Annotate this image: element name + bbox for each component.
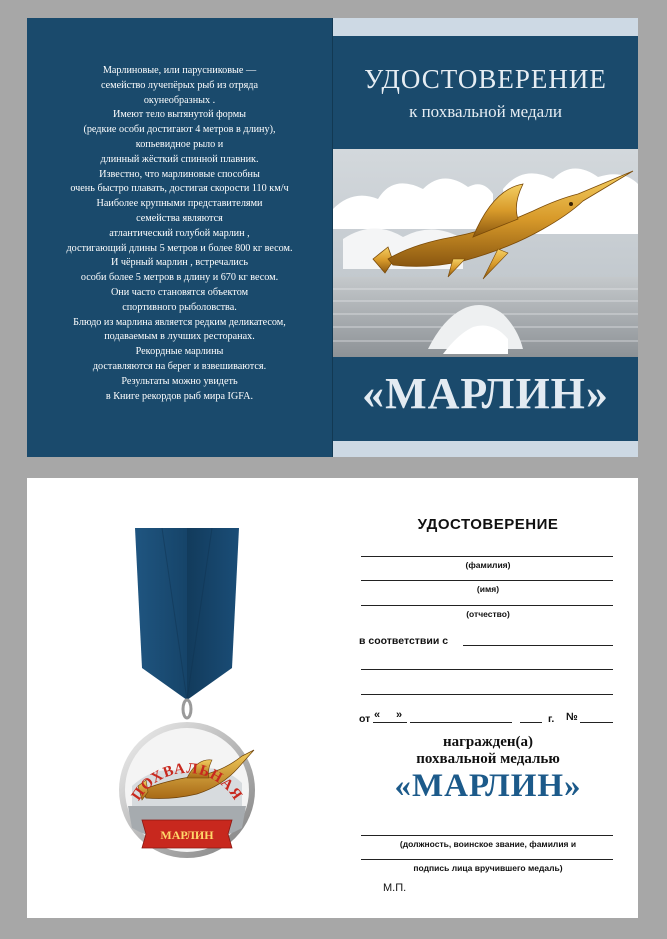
certificate-form — [27, 478, 638, 918]
day-line — [373, 722, 407, 723]
marlin-description — [27, 64, 332, 404]
cover-back-panel — [27, 18, 332, 457]
description-line: доставляются на берег и взвешиваются. — [92, 360, 267, 372]
basis-line-2 — [361, 694, 613, 695]
description-line: в Книге рекордов рыб мира IGFA. — [105, 390, 254, 402]
description-line: окунеобразных . — [143, 94, 216, 106]
patronymic-caption: (отчество) — [466, 609, 510, 619]
position-line — [361, 835, 613, 836]
description-line: Имеют тело вытянутой формы — [112, 109, 247, 121]
description-line: достигающий длины 5 метров и более 800 кг весом. — [66, 242, 293, 254]
certificate-cover — [27, 18, 638, 457]
position-caption: (должность, воинское звание, фамилия и — [399, 839, 577, 849]
year-label: г. — [548, 713, 555, 725]
accordance-line — [463, 645, 613, 646]
number-line — [580, 722, 613, 723]
cover-subtitle: к похвальной медали — [409, 102, 562, 121]
certificate-inner-spread — [27, 478, 638, 918]
description-line: Результаты можно увидеть — [121, 375, 238, 387]
description-line: Марлиновые, или парусниковые — — [102, 65, 257, 76]
stamp-placeholder: М.П. — [383, 882, 407, 894]
description-line: (редкие особи достигают 4 метров в длину), — [83, 124, 276, 136]
description-line: спортивного рыболовства. — [122, 301, 237, 313]
basis-line-1 — [361, 669, 613, 670]
signature-line — [361, 859, 613, 860]
description-line: очень быстро плавать, достигая скорости 110 км/ч — [70, 183, 289, 195]
marlin-illustration — [333, 149, 638, 357]
description-line: семейства являются — [136, 212, 223, 224]
signature-caption: подпись лица вручившего медаль) — [413, 863, 563, 873]
month-line — [410, 722, 512, 723]
cover-medal-name: «МАРЛИН» — [362, 369, 609, 418]
from-label: от — [359, 713, 371, 725]
description-line: атлантический голубой марлин , — [109, 227, 250, 239]
number-label: № — [566, 711, 578, 723]
quote-open: « — [374, 709, 381, 721]
name-line — [361, 580, 613, 581]
cover-title: УДОСТОВЕРЕНИЕ — [364, 64, 607, 94]
description-line: копьевидное рыло и — [135, 138, 224, 150]
year-line — [520, 722, 542, 723]
name-caption: (имя) — [476, 584, 500, 594]
description-line: длинный жёсткий спинной плавник. — [100, 153, 259, 165]
description-line: Блюдо из марлина является редким деликатесом, — [73, 316, 286, 328]
accordance-label: в соответствии с — [359, 635, 449, 647]
cover-front-panel — [333, 18, 638, 457]
description-line: И чёрный марлин , встречались — [110, 257, 249, 269]
surname-line — [361, 556, 613, 557]
medal-arc-text: ПОХВАЛЬНАЯ — [128, 760, 246, 804]
awarded-line-2: похвальной медалью — [416, 751, 560, 767]
form-medal-name: «МАРЛИН» — [394, 768, 582, 804]
bottom-stripe — [333, 441, 638, 457]
description-line: подаваемым в лучших ресторанах. — [104, 331, 255, 343]
quote-close: » — [396, 709, 403, 721]
top-stripe — [333, 18, 638, 36]
description-line: Рекордные марлины — [135, 346, 224, 358]
description-line: Они часто становятся объектом — [110, 286, 249, 298]
form-title: УДОСТОВЕРЕНИЕ — [417, 516, 559, 533]
description-line: особи более 5 метров в длину и 670 кг весом. — [80, 272, 279, 284]
patronymic-line — [361, 605, 613, 606]
description-line: Наиболее крупными представителями — [96, 198, 263, 210]
description-line: Известно, что марлиновые способны — [99, 168, 260, 180]
medal-banner-text: МАРЛИН — [160, 828, 214, 842]
surname-caption: (фамилия) — [465, 560, 511, 570]
description-line: семейство лучепёрых рыб из отряда — [100, 79, 259, 91]
awarded-line-1: награжден(а) — [442, 734, 534, 750]
